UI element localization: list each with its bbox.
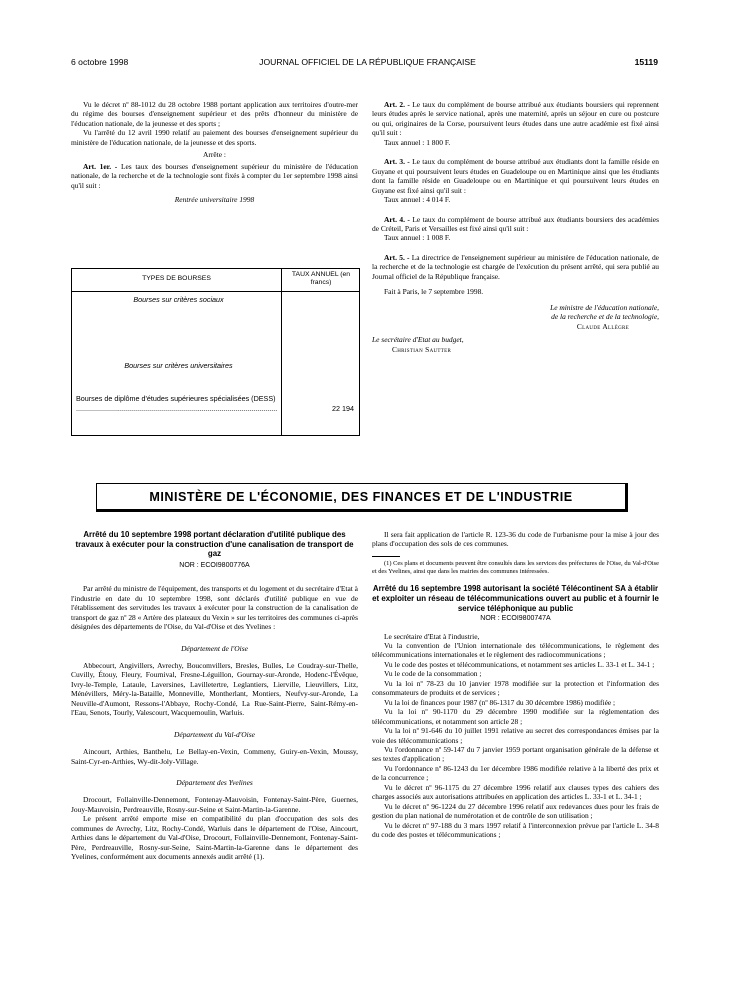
table-col-taux: TAUX ANNUEL (en francs) xyxy=(291,271,351,286)
paragraph: Vu l'arrêté du 12 avril 1990 relatif au paiement des bourses d'enseignement supérieur du ministère de l'éducation nationale, de la jeunesse et des sports. xyxy=(71,128,358,147)
signatory-title: Le secrétaire d'Etat au budget, xyxy=(372,335,464,345)
header-page-number: 15119 xyxy=(634,57,658,67)
decree-title: Arrêté du 16 septembre 1998 autorisant la société Télécontinent SA à établir et exploiter un réseau de télécommunications ouvert au public et à fournir le service téléphonique au public xyxy=(372,584,659,613)
article-label: Art. 2. - xyxy=(384,100,410,109)
signature-date: Fait à Paris, le 7 septembre 1998. xyxy=(384,287,484,297)
article-5 xyxy=(372,253,659,281)
article-4 xyxy=(372,215,659,234)
article-1 xyxy=(71,162,358,190)
header-date: 6 octobre 1998 xyxy=(71,57,129,67)
right-bottom-column xyxy=(372,530,659,840)
consideration-item: Vu la loi nº 78-23 du 10 janvier 1978 modifiée sur la protection et l'information des consommateurs de produits et de services ; xyxy=(372,678,659,698)
table-section-social: Bourses sur critères sociaux xyxy=(133,295,224,304)
consideration-item: Vu le code de la consommation ; xyxy=(384,669,482,679)
left-bottom-column xyxy=(71,530,358,862)
lead-line: Le secrétaire d'Etat à l'industrie, xyxy=(384,631,480,641)
consideration-item: Vu le décret nº 97-188 du 3 mars 1997 relatif à l'interconnexion prévue par l'article L. 34-8 du code des postes et télécommunications ; xyxy=(372,820,659,840)
commune-list: Drocourt, Follainville-Dennemont, Fontenay-Mauvoisin, Fontenay-Saint-Père, Guernes, Jouy-Mauvoisin, Perdreauville, Rosny-sur-Seine et Saint-Martin-la-Garenne. xyxy=(71,795,358,814)
table-section-universitaire: Bourses sur critères universitaires xyxy=(124,361,233,370)
row-value: 22 194 xyxy=(332,404,354,413)
signatory-name: Christian Sautter xyxy=(392,344,452,354)
article-label: Art. 5. - xyxy=(384,252,410,262)
row-label: Bourses de diplôme d'études supérieures spécialisées (DESS) ..... xyxy=(76,394,277,413)
article-text: La directrice de l'enseignement supérieur au ministère de l'éducation nationale, de la recherche et de la technologie est chargée de l'exécution du présent arrêté, qui sera publié au Journal officiel de la République française. xyxy=(372,252,659,281)
nor-reference: NOR : ECOI9800776A xyxy=(179,561,250,569)
article-2 xyxy=(372,100,659,138)
article-label: Art. 4. - xyxy=(384,214,410,224)
consideration-item: Vu le décret nº 96-1224 du 27 décembre 1996 relatif aux redevances dues pour les frais de gestion du plan national de numérotation et de contrôle de son utilisation ; xyxy=(372,801,659,821)
commune-list: Abbecourt, Angivillers, Avrechy, Boucomvillers, Bresles, Bulles, Le Coudray-sur-Thelle, Cuvilly, Étouy, Fleury, Fournival, Fresne-Léguillon, Gournay-sur-Aronde, Hodenc-l'Évêque, Ivry-le-Temple, Lataule, Laversines, Lavilletertre, Leglantiers, Lierville, Lieuvillers, Litz, Ménévillers, Méry-la-Bataille, Monneville, Montherlant, Montiers, Neufvy-sur-Aronde, La Neuville-d'Aumont, Ressons-l'Abbaye, Rochy-Condé, La Rue-Saint-Pierre, Saint-Rémy-en-l'Eau, Senots, Tourly, Valescourt, Wacquemoulin, Warluis. xyxy=(71,660,358,718)
article-text: Le taux du complément de bourse attribué aux étudiants boursiers qui reprennent leurs études après le service national, après une maternité, après un séjour en cure ou postcure ou qui, originaires de la Corse, poursuivent leurs études dans une autre académie est fixé ainsi qu'il suit : xyxy=(372,100,659,138)
article-label: Art. 1er. - xyxy=(83,161,118,171)
left-top-column xyxy=(71,100,358,205)
commune-list: Aincourt, Arthies, Banthelu, Le Bellay-en-Vexin, Commeny, Guiry-en-Vexin, Moussy, Saint-Cyr-en-Arthies, Wy-dit-Joly-Village. xyxy=(71,747,358,766)
bourses-table xyxy=(71,268,360,436)
consideration-item: Vu la convention de l'Union internationale des télécommunications, le règlement des télécommunications internationales et le règlement des radiocommunications ; xyxy=(372,641,659,660)
consideration-item: Vu le décret nº 96-1175 du 27 décembre 1996 relatif aux clauses types des cahiers des charges associés aux autorisations attribuées en application des articles L. 33-1 et L. 34-1 ; xyxy=(372,782,659,802)
table-col-types: TYPES DE BOURSES xyxy=(142,275,211,282)
table-row xyxy=(76,394,356,414)
considerations-list xyxy=(372,641,659,840)
arrete-heading: Arrête : xyxy=(203,150,226,160)
paragraph: Il sera fait application de l'article R. 123-36 du code de l'urbanisme pour la mise à jour des plans d'occupation des sols de ces communes. xyxy=(372,530,659,549)
department-heading: Département du Val-d'Oise xyxy=(174,729,255,739)
consideration-item: Vu le code des postes et télécommunications, et notamment ses articles L. 33-1 et L. 34-1 ; xyxy=(384,659,655,669)
right-top-column xyxy=(372,100,659,354)
nor-reference: NOR : ECOI9800747A xyxy=(480,615,551,623)
article-text: Le taux du complément de bourse attribué aux étudiants dont la famille réside en Guyane et qui poursuivent leurs études en Guadeloupe ou en Martinique ainsi que les étudiants dont la famille réside en Guadeloupe ou en Martinique et qui poursuivent leurs études en Guyane est fixé ainsi qu'il suit : xyxy=(372,157,659,195)
signatory-title: de la recherche et de la technologie, xyxy=(551,312,659,322)
decree-title: Arrêté du 10 septembre 1998 portant déclaration d'utilité publique des travaux à exécuter pour la construction d'une canalisation de transport de gaz xyxy=(75,530,354,559)
consideration-item: Vu la loi nº 90-1170 du 29 décembre 1990 modifiée sur la réglementation des télécommunications, et notamment son article 28 ; xyxy=(372,707,659,726)
article-text: Le taux du complément de bourse attribué aux étudiants boursiers des académies de Créteil, Paris et Versailles est fixé ainsi qu'il suit : xyxy=(372,214,659,233)
header-journal-title: JOURNAL OFFICIEL DE LA RÉPUBLIQUE FRANÇAISE xyxy=(259,57,476,67)
table-caption: Rentrée universitaire 1998 xyxy=(174,195,255,205)
signatory-title: Le ministre de l'éducation nationale, xyxy=(550,302,659,312)
paragraph: Par arrêté du ministre de l'équipement, des transports et du logement et du secrétaire d'Etat à l'industrie en date du 10 septembre 1998, sont déclarés d'utilité publique en vue de l'établissement des servitudes les travaux à exécuter pour la construction de la canalisation de transport de gaz nº 28 « Artère des plateaux du Vexin » sur les territoires des communes ci-après désignées des départements de l'Oise, du Val-d'Oise et des Yvelines : xyxy=(71,584,358,632)
article-3 xyxy=(372,157,659,195)
department-heading: Département de l'Oise xyxy=(181,643,248,653)
consideration-item: Vu l'ordonnance nº 86-1243 du 1er décembre 1986 modifiée relative à la liberté des prix et de la concurrence ; xyxy=(372,763,659,783)
signatory-name: Claude Allègre xyxy=(576,321,629,331)
ministry-banner: MINISTÈRE DE L'ÉCONOMIE, DES FINANCES ET DE L'INDUSTRIE xyxy=(96,483,628,512)
article-text: Les taux des bourses d'enseignement supérieur du ministère de l'éducation nationale, de la recherche et de la technologie sont fixés à compter du 1er septembre 1998 ainsi qu'il suit : xyxy=(71,161,359,190)
consideration-item: Vu l'ordonnance nº 59-147 du 7 janvier 1959 portant organisation générale de la défense et ses textes d'application ; xyxy=(372,744,659,764)
article-label: Art. 3. - xyxy=(384,157,410,167)
consideration-item: Vu la loi de finances pour 1987 (nº 86-1317 du 30 décembre 1986) modifiée ; xyxy=(384,697,616,707)
article-3-rate: Taux annuel : 4 014 F. xyxy=(384,195,451,205)
footnote: (1) Ces plans et documents peuvent être consultés dans les services des préfectures de l'Oise, du Val-d'Oise et des Yvelines, ainsi que dans les mairies des communes intéressées. xyxy=(372,559,659,576)
table-header xyxy=(72,269,359,292)
paragraph: Vu le décret nº 88-1012 du 28 octobre 1988 portant application aux territoires d'outre-mer du régime des bourses d'enseignement supérieur et des prêts d'honneur du ministère de l'éducation nationale, de la jeunesse et des sports ; xyxy=(71,100,358,128)
footnote-rule xyxy=(372,556,400,557)
article-2-rate: Taux annuel : 1 800 F. xyxy=(384,137,451,147)
paragraph: Le présent arrêté emporte mise en compatibilité du plan d'occupation des sols des communes de Avrechy, Litz, Rochy-Condé, Warluis dans le département de l'Oise, Aincourt, Arthies dans le département du Val-d'Oise, Drocourt, Follainville-Dennemont, Fontenay-Saint-Père, Perdreauville, Rosny-sur-Seine, Saint-Martin-la-Garenne dans le département des Yvelines, conformément aux documents annexés audit arrêté (1). xyxy=(71,814,358,862)
article-4-rate: Taux annuel : 1 008 F. xyxy=(384,233,451,243)
department-heading: Département des Yvelines xyxy=(176,778,253,788)
consideration-item: Vu la loi nº 91-646 du 10 juillet 1991 relative au secret des correspondances émises par la voie des télécommunications ; xyxy=(372,726,659,745)
